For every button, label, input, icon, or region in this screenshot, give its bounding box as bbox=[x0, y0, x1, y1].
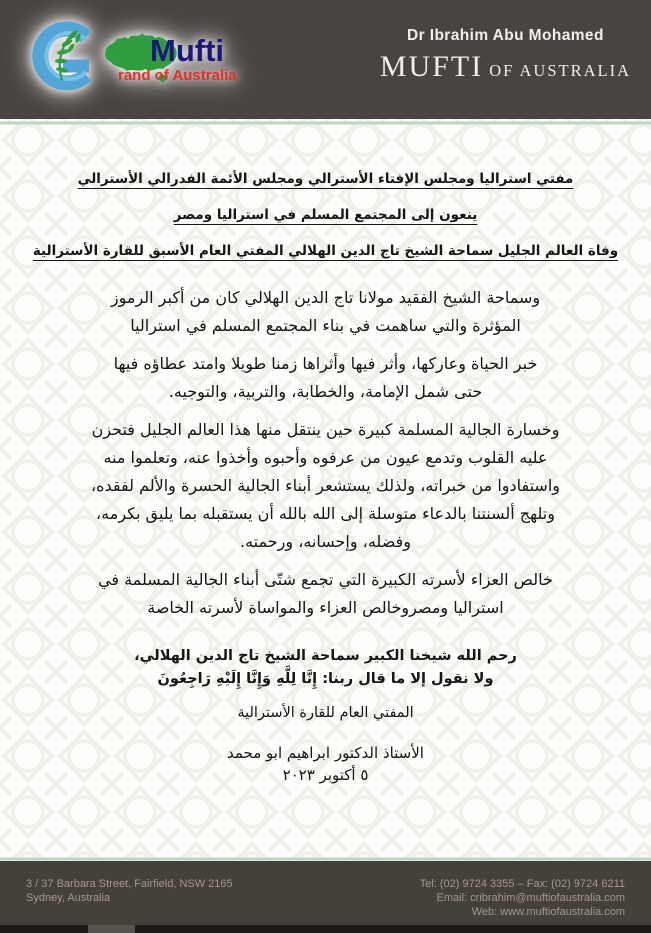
web-line: Web: www.muftiofaustralia.com bbox=[471, 906, 625, 918]
heading-line-2: ينعون إلى المجتمع المسلم في استراليا ومصر bbox=[173, 207, 478, 223]
title-main: MUFTI bbox=[379, 50, 484, 83]
letterhead-header bbox=[0, 0, 651, 119]
footer-contact bbox=[420, 877, 625, 919]
signatory-name: الأستاذ الدكتور ابراهيم ابو محمد bbox=[227, 744, 424, 762]
paragraph-line: خالص العزاء لأسرته الكبيرة التي تجمع شتّى أبناء الجالية المسلمة في bbox=[98, 570, 553, 589]
paragraph-line: عليه القلوب وتدمع عيون من عرفوه وأحبوه وأخذوا عنه، وتعلموا منه bbox=[103, 448, 548, 467]
address-line-1: 3 / 37 Barbara Street, Fairfield, NSW 2165 bbox=[26, 878, 233, 890]
paragraph-1 bbox=[0, 284, 651, 340]
paragraph-line: وسماحة الشيخ الفقيد مولانا تاج الدين الهلالي كان من أكبر الرموز bbox=[110, 288, 541, 307]
header-divider-line bbox=[0, 121, 651, 125]
paragraph-2 bbox=[0, 350, 651, 406]
heading-line-1: مفتي استراليا ومجلس الإفتاء الأسترالي ومجلس الأئمة الفدرالي الأسترالي bbox=[77, 171, 574, 187]
logo-mufti-wordmark: Mufti bbox=[150, 33, 225, 68]
logo-grand-of-australia-text: rand of Australia bbox=[118, 67, 237, 84]
paragraph-line: وتلهج ألسنتنا بالدعاء متوسلة إلى الله بالله أن يستقبله بما يليق بكرمه، bbox=[96, 504, 555, 523]
signatory-position: المفتي العام للقارة الأسترالية bbox=[237, 705, 414, 721]
title-sub: OF AUSTRALIA bbox=[489, 61, 631, 80]
letter-date: ٥ أكتوبر ٢٠٢٣ bbox=[282, 766, 369, 784]
paragraph-line: استراليا ومصروخالص العزاء والمواساة لأسرته الخاصة bbox=[147, 598, 504, 617]
address-line-2: Sydney, Australia bbox=[26, 892, 111, 904]
paragraph-line: حتى شمل الإمامة، والخطابة، والتربية، والتوجيه. bbox=[168, 382, 483, 401]
heading-line-3: وفاة العالم الجليل سماحة الشيخ تاج الدين الهلالي المفتي العام الأسبق للقارة الأسترالية bbox=[32, 243, 619, 259]
logo-letter-g-icon bbox=[40, 29, 89, 83]
mufti-name: Dr Ibrahim Abu Mohamed bbox=[407, 27, 604, 44]
paragraph-line: المؤثرة والتي ساهمت في بناء المجتمع المسلم في استراليا bbox=[130, 316, 521, 335]
paragraph-line: وخسارة الجالية المسلمة كبيرة حين ينتقل منها هذا العالم الجليل فتحزن bbox=[91, 420, 560, 439]
paragraph-line: وفضله، وإحسانه، ورحمته. bbox=[240, 532, 411, 551]
dua-line: رحم الله شيخنا الكبير سماحة الشيخ تاج الدين الهلالي، bbox=[134, 648, 517, 664]
letterhead-footer bbox=[0, 861, 651, 925]
bottom-bar-segment bbox=[88, 925, 135, 933]
dua-block bbox=[0, 645, 651, 691]
header-titles bbox=[380, 27, 631, 84]
footer-address bbox=[26, 877, 233, 905]
paragraph-3 bbox=[0, 416, 651, 556]
mufti-of-australia-title bbox=[380, 50, 631, 84]
paragraph-4 bbox=[0, 566, 651, 622]
paragraph-line: واستفادوا من خبراته، ولذلك يستشعر أبناء الجالية الحسرة والألم لفقده، bbox=[90, 476, 560, 495]
tel-fax-line: Tel: (02) 9724 3355 – Fax: (02) 9724 6211 bbox=[419, 878, 625, 890]
mufti-grand-of-australia-logo bbox=[26, 14, 238, 100]
letter-body bbox=[0, 125, 651, 786]
paragraph-line: خبر الحياة وعاركها، وأثر فيها وأثراها زمنا طويلا وامتد عطاؤه فيها bbox=[113, 354, 538, 373]
email-line: Email: cribrahim@muftiofaustralia.com bbox=[436, 892, 625, 904]
dua-line: ولا نقول إلا ما قال ربنا: إِنَّا لِلَّهِ وَإِنَّا إِلَيْهِ رَاجِعُونَ bbox=[157, 671, 494, 687]
bottom-edge-bar bbox=[0, 925, 651, 933]
signature-block bbox=[0, 742, 651, 786]
